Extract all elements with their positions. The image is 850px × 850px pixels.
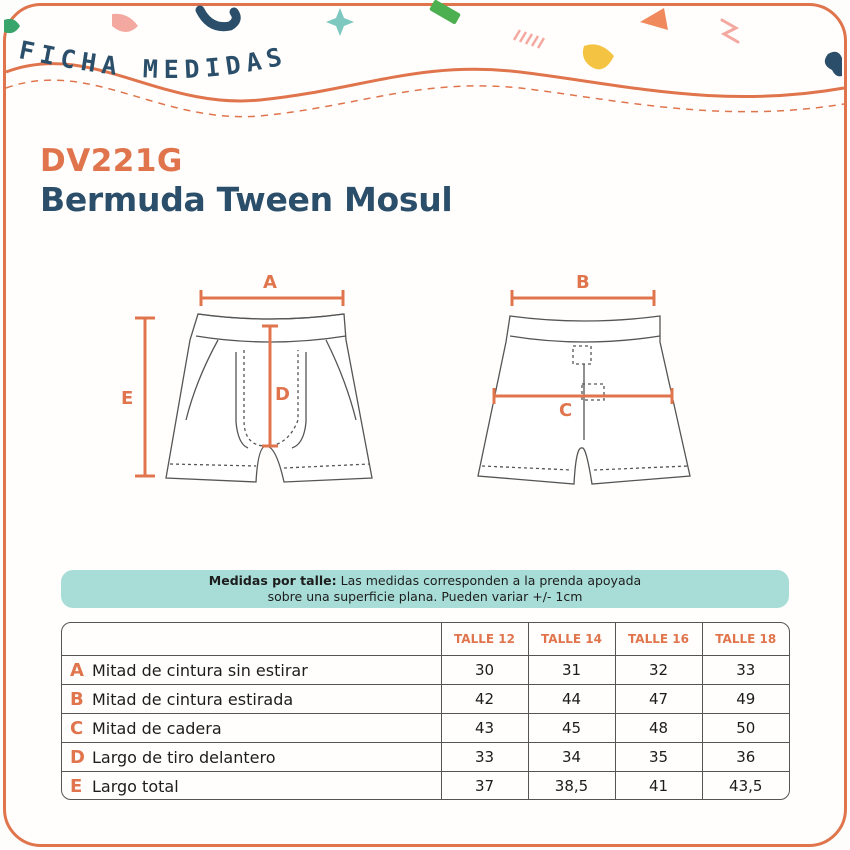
measure-c-label: C xyxy=(559,400,573,421)
measure-d-label: D xyxy=(275,384,290,405)
pink-lines-icon xyxy=(514,30,544,48)
row-letter: A xyxy=(70,659,84,681)
table-cell: 35 xyxy=(615,743,702,772)
header-dashed-line xyxy=(6,80,844,117)
back-view-shorts xyxy=(478,316,690,484)
row-letter: C xyxy=(70,717,84,739)
table-row xyxy=(62,685,789,714)
pink-zigzag-icon xyxy=(722,20,738,42)
product-name: Bermuda Tween Mosul xyxy=(40,180,453,219)
table-cell: 36 xyxy=(702,743,789,772)
table-cell: 31 xyxy=(528,656,615,685)
table-cell: 34 xyxy=(528,743,615,772)
table-row xyxy=(62,714,789,743)
row-letter: D xyxy=(70,746,85,768)
row-letter: E xyxy=(70,775,83,797)
green-bar-icon xyxy=(429,0,461,25)
row-label-cell xyxy=(62,772,441,801)
table-cell: 32 xyxy=(615,656,702,685)
table-header-empty xyxy=(62,623,441,656)
product-code: DV221G xyxy=(40,143,183,179)
table-header-size: TALLE 18 xyxy=(702,623,789,656)
yellow-blob-icon xyxy=(583,44,614,69)
table-header-row xyxy=(62,623,789,656)
row-letter: B xyxy=(70,688,84,710)
table-cell: 38,5 xyxy=(528,772,615,801)
table-cell: 43,5 xyxy=(702,772,789,801)
row-label: Largo de tiro delantero xyxy=(92,747,276,767)
size-table-container xyxy=(61,622,790,800)
green-blob-icon xyxy=(4,19,20,33)
row-label: Mitad de cintura estirada xyxy=(92,689,294,709)
measure-a-label: A xyxy=(263,272,277,293)
table-cell: 50 xyxy=(702,714,789,743)
row-label: Mitad de cintura sin estirar xyxy=(92,660,308,680)
size-table xyxy=(62,623,789,800)
table-cell: 49 xyxy=(702,685,789,714)
table-cell: 41 xyxy=(615,772,702,801)
table-cell: 48 xyxy=(615,714,702,743)
header-decoration xyxy=(0,0,850,140)
row-label-cell xyxy=(62,656,441,685)
banner-title: FICHA MEDIDAS xyxy=(16,35,291,85)
table-header-size: TALLE 14 xyxy=(528,623,615,656)
table-header-size: TALLE 12 xyxy=(441,623,528,656)
table-cell: 45 xyxy=(528,714,615,743)
note-line-1: Las medidas corresponden a la prenda apoyada xyxy=(336,573,642,588)
sparkle-icon xyxy=(326,8,354,36)
table-row xyxy=(62,656,789,685)
blue-blob-icon xyxy=(825,52,842,77)
measure-e-label: E xyxy=(121,388,134,409)
table-cell: 37 xyxy=(441,772,528,801)
table-cell: 42 xyxy=(441,685,528,714)
table-cell: 47 xyxy=(615,685,702,714)
table-cell: 43 xyxy=(441,714,528,743)
garment-diagram xyxy=(0,255,850,515)
note-bold-label: Medidas por talle: xyxy=(208,573,337,588)
table-row xyxy=(62,772,789,801)
measure-e-line xyxy=(135,318,155,476)
table-cell: 33 xyxy=(441,743,528,772)
pink-shape-icon xyxy=(112,14,138,32)
row-label-cell xyxy=(62,714,441,743)
row-label: Mitad de cadera xyxy=(92,718,222,738)
table-cell: 30 xyxy=(441,656,528,685)
measure-b-label: B xyxy=(576,272,590,293)
row-label: Largo total xyxy=(92,776,179,796)
table-header-size: TALLE 16 xyxy=(615,623,702,656)
table-cell: 33 xyxy=(702,656,789,685)
note-line-2: sobre una superficie plana. Pueden variar +/- 1cm xyxy=(267,589,583,604)
orange-triangle-icon xyxy=(640,8,668,30)
row-label-cell xyxy=(62,685,441,714)
table-cell: 44 xyxy=(528,685,615,714)
row-label-cell xyxy=(62,743,441,772)
blue-squiggle-icon xyxy=(200,10,236,27)
table-row xyxy=(62,743,789,772)
measurement-note xyxy=(61,570,789,608)
